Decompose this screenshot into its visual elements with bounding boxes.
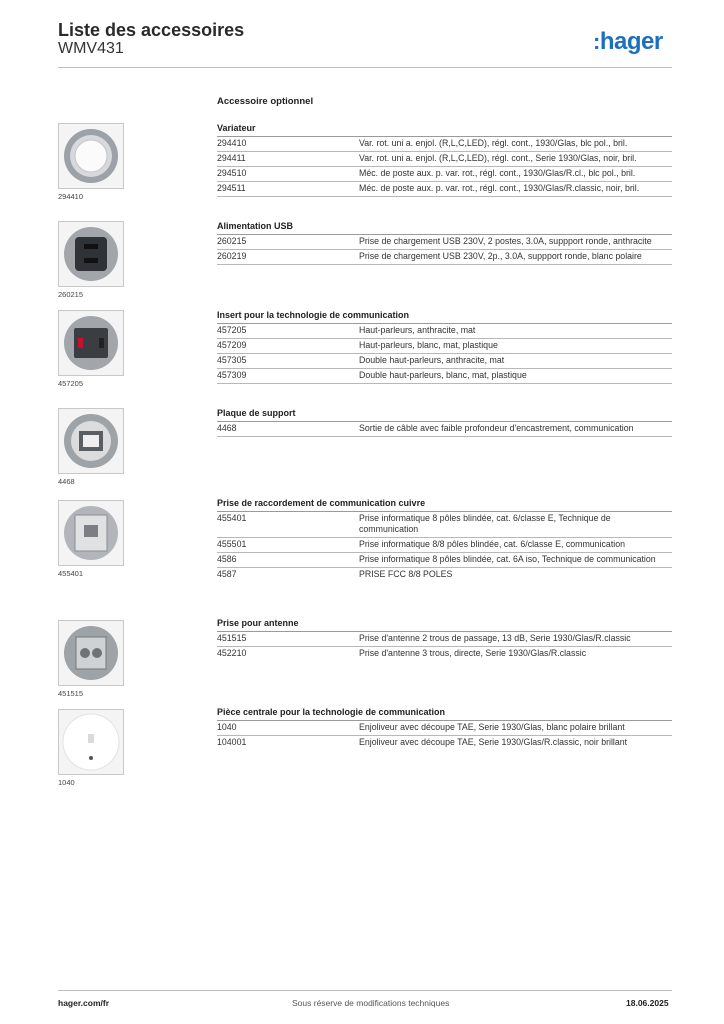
group-prise-raccordement: [217, 498, 672, 582]
table-row: [217, 152, 672, 167]
table-row: [217, 137, 672, 152]
article-description: Var. rot. uni a. enjol. (R,L,C,LED), régl. cont., 1930/Glas, blc pol., bril.: [359, 138, 628, 148]
table-row: [217, 324, 672, 339]
group-piece-centrale: [217, 707, 672, 750]
product-image-usb: [58, 221, 124, 287]
group-title: Variateur: [217, 123, 672, 137]
group-title: Prise pour antenne: [217, 618, 672, 632]
product-reference: WMV431: [58, 40, 124, 57]
usb-charger-icon: [59, 222, 123, 286]
article-description: Haut-parleurs, blanc, mat, plastique: [359, 340, 498, 350]
article-code: 4587: [217, 569, 237, 579]
table-row: [217, 250, 672, 265]
article-description: Var. rot. uni a. enjol. (R,L,C,LED), régl. cont., Serie 1930/Glas, noir, bril.: [359, 153, 637, 163]
article-description: Prise d'antenne 2 trous de passage, 13 dB, Serie 1930/Glas/R.classic: [359, 633, 631, 643]
group-title: Insert pour la technologie de communication: [217, 310, 672, 324]
table-row: [217, 354, 672, 369]
product-image-speaker: [58, 310, 124, 376]
article-description: Double haut-parleurs, anthracite, mat: [359, 355, 505, 365]
table-row: [217, 369, 672, 384]
hager-logo: :hager: [593, 28, 663, 55]
article-code: 294510: [217, 168, 247, 178]
article-description: Double haut-parleurs, blanc, mat, plastique: [359, 370, 527, 380]
table-row: [217, 721, 672, 736]
header-divider: [58, 67, 672, 68]
article-description: Prise informatique 8 pôles blindée, cat. 6/classe E, Technique de communication: [359, 513, 611, 534]
antenna-socket-icon: [59, 621, 123, 685]
article-code: 260219: [217, 251, 247, 261]
group-title: Pièce centrale pour la technologie de communication: [217, 707, 672, 721]
article-code: 457305: [217, 355, 247, 365]
article-description: Haut-parleurs, anthracite, mat: [359, 325, 476, 335]
table-row: [217, 538, 672, 553]
group-variateur: [217, 123, 672, 197]
product-image-data-socket: [58, 500, 124, 566]
article-code: 294410: [217, 138, 247, 148]
product-image-antenna: [58, 620, 124, 686]
table-row: [217, 182, 672, 197]
table-row: [217, 167, 672, 182]
image-label: 4468: [58, 477, 75, 486]
dimmer-icon: [59, 124, 123, 188]
article-code: 260215: [217, 236, 247, 246]
article-code: 294511: [217, 183, 246, 193]
group-plaque-support: [217, 408, 672, 437]
table-row: [217, 647, 672, 661]
article-code: 457209: [217, 340, 247, 350]
article-description: Méc. de poste aux. p. var. rot., régl. cont., 1930/Glas/R.classic, noir, bril.: [359, 183, 640, 193]
article-code: 104001: [217, 737, 247, 747]
table-row: [217, 736, 672, 750]
article-description: Méc. de poste aux. p. var. rot., régl. cont., 1930/Glas/R.cl., blc pol., bril.: [359, 168, 636, 178]
article-code: 457205: [217, 325, 247, 335]
article-description: Enjoliveur avec découpe TAE, Serie 1930/Glas/R.classic, noir brillant: [359, 737, 628, 747]
article-description: Prise de chargement USB 230V, 2p., 3.0A, suppport ronde, blanc polaire: [359, 251, 642, 261]
image-label: 294410: [58, 192, 84, 201]
table-row: [217, 568, 672, 582]
support-plate-icon: [59, 409, 123, 473]
product-image-dimmer: [58, 123, 124, 189]
product-image-cover: [58, 709, 124, 775]
article-code: 457309: [217, 370, 247, 380]
article-code: 4586: [217, 554, 237, 564]
article-code: 1040: [217, 722, 237, 732]
group-insert-communication: [217, 310, 672, 384]
product-image-support-plate: [58, 408, 124, 474]
group-prise-antenne: [217, 618, 672, 661]
table-row: [217, 339, 672, 354]
article-description: Sortie de câble avec faible profondeur d'encastrement, communication: [359, 423, 634, 433]
table-row: [217, 632, 672, 647]
image-label: 451515: [58, 689, 84, 698]
group-title: Alimentation USB: [217, 221, 672, 235]
table-row: [217, 235, 672, 250]
article-description: Enjoliveur avec découpe TAE, Serie 1930/Glas, blanc polaire brillant: [359, 722, 625, 732]
image-label: 1040: [58, 778, 75, 787]
article-code: 4468: [217, 423, 237, 433]
speaker-insert-icon: [59, 311, 123, 375]
footer-disclaimer: Sous réserve de modifications techniques: [292, 998, 450, 1008]
logo-text: hager: [599, 28, 663, 55]
group-title: Plaque de support: [217, 408, 672, 422]
group-title: Prise de raccordement de communication cuivre: [217, 498, 672, 512]
article-description: Prise de chargement USB 230V, 2 postes, 3.0A, suppport ronde, anthracite: [359, 236, 652, 246]
article-code: 452210: [217, 648, 247, 658]
footer-website-link[interactable]: hager.com/fr: [58, 998, 110, 1008]
page-title: Liste des accessoires: [58, 20, 245, 40]
article-description: PRISE FCC 8/8 POLES: [359, 569, 453, 579]
image-label: 457205: [58, 379, 84, 388]
data-socket-icon: [59, 501, 123, 565]
table-row: [217, 553, 672, 568]
article-code: 455401: [217, 513, 247, 523]
table-row: [217, 512, 672, 538]
footer-date: 18.06.2025: [626, 998, 669, 1008]
image-label: 455401: [58, 569, 84, 578]
article-description: Prise d'antenne 3 trous, directe, Serie 1930/Glas/R.classic: [359, 648, 587, 658]
article-description: Prise informatique 8/8 pôles blindée, cat. 6/classe E, communication: [359, 539, 625, 549]
cover-plate-icon: [59, 710, 123, 774]
article-code: 451515: [217, 633, 247, 643]
footer-divider: [58, 990, 672, 991]
group-alimentation-usb: [217, 221, 672, 265]
article-code: 294411: [217, 153, 246, 163]
table-row: [217, 422, 672, 437]
section-title: Accessoire optionnel: [217, 96, 314, 107]
image-label: 260215: [58, 290, 84, 299]
article-description: Prise informatique 8 pôles blindée, cat. 6A iso, Technique de communication: [359, 554, 656, 564]
article-code: 455501: [217, 539, 247, 549]
